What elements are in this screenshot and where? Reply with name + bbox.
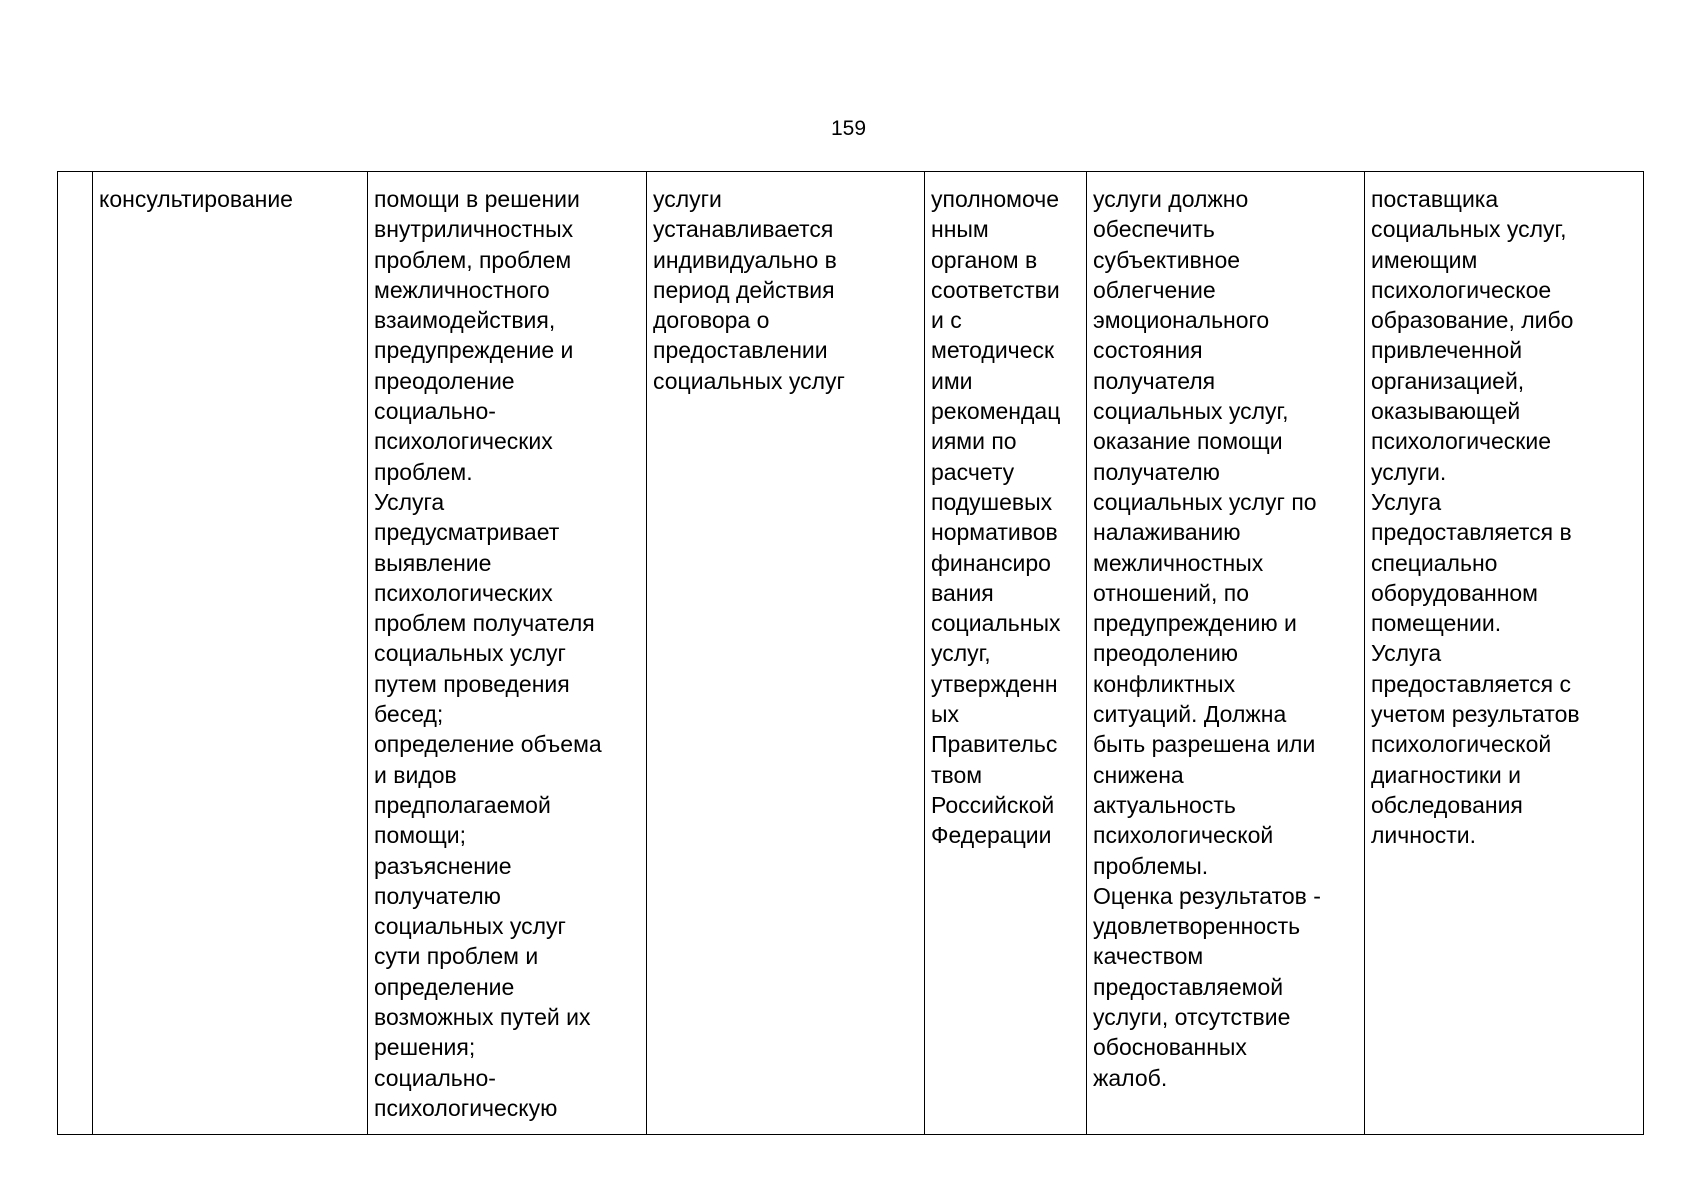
table-row (58, 172, 1644, 1135)
cell-quality-indicators: услуги должно обеспечить субъективное облегчение эмоционального состояния получателя социальных услуг, оказание помощи получателю социальных услуг по налаживанию межличностных отношений, по предупреждению и преодолению конфликтных ситуаций. Должна быть разрешена или снижена актуальность психологической проблемы. Оценка результатов - удовлетворенность качеством предоставляемой услуги, отсутствие обоснованных жалоб. (1087, 172, 1365, 1135)
cell-number (58, 172, 93, 1135)
cell-service-period: услуги устанавливается индивидуально в период действия договора о предоставлении социальных услуг (647, 172, 925, 1135)
cell-service-name: консультирование (93, 172, 368, 1135)
services-table (57, 171, 1644, 1135)
cell-service-description: помощи в решении внутриличностных проблем, проблем межличностного взаимодействия, предупреждение и преодоление социально- психологических проблем. Услуга предусматривает выявление психологических проблем получателя социальных услуг путем проведения бесед; определение объема и видов предполагаемой помощи; разъяснение получателю социальных услуг сути проблем и определение возможных путей их решения; социально- психологическую (368, 172, 647, 1135)
cell-provision-conditions: поставщика социальных услуг, имеющим психологическое образование, либо привлеченной организацией, оказывающей психологические услуги. Услуга предоставляется в специально оборудованном помещении. Услуга предоставляется с учетом результатов психологической диагностики и обследования личности. (1365, 172, 1644, 1135)
page-number: 159 (830, 117, 867, 140)
cell-service-cost: уполномоче нным органом в соответстви и с методическ ими рекомендац иями по расчету подушевых нормативов финансиро вания социальных услуг, утвержденн ых Правительс твом Российской Федерации (925, 172, 1087, 1135)
